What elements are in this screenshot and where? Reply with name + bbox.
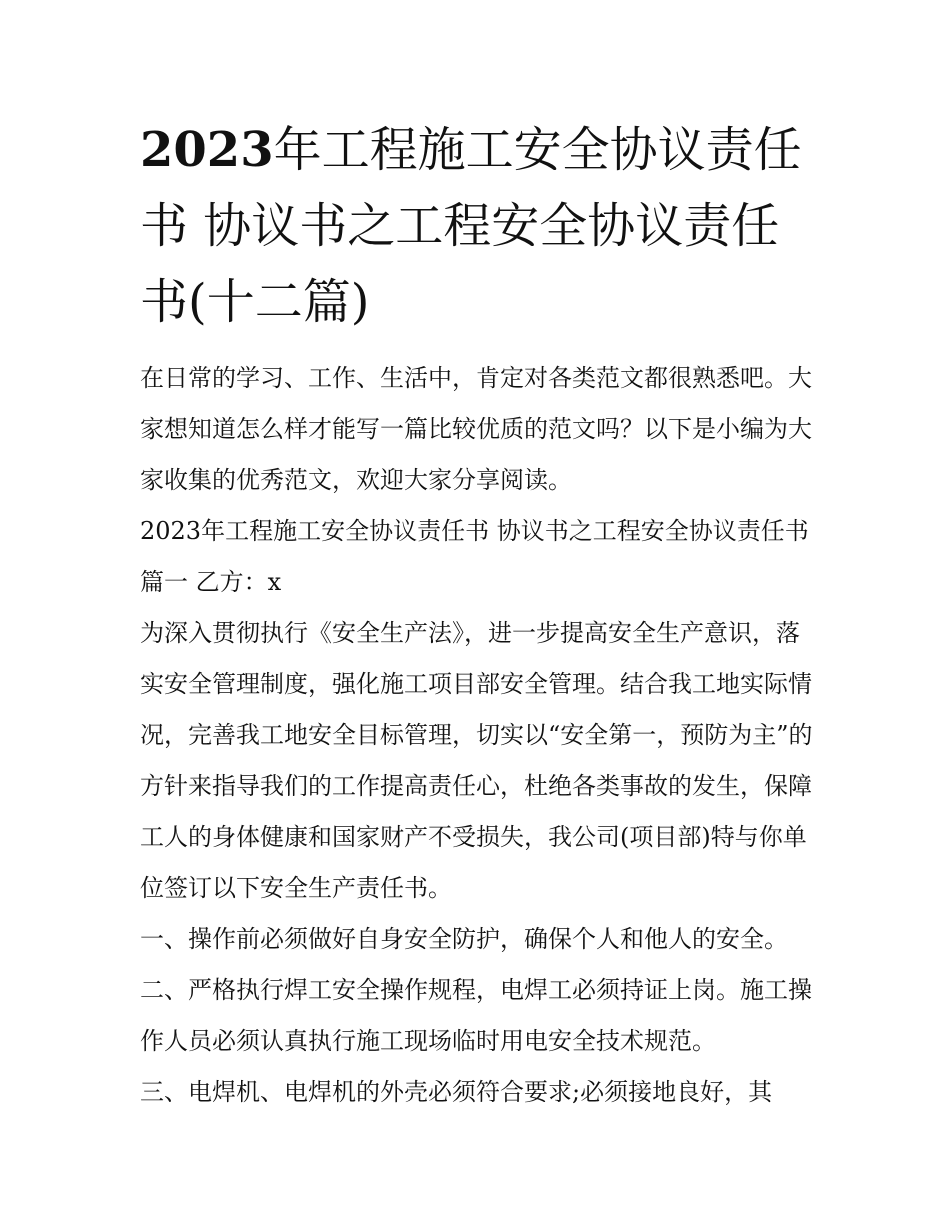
clause-item: 三、电焊机、电焊机的外壳必须符合要求;必须接地良好，其 xyxy=(140,1078,773,1106)
section-heading: 2023年工程施工安全协议责任书 协议书之工程安全协议责任书篇一 乙方：x xyxy=(140,517,809,596)
intro-paragraph: 在日常的学习、工作、生活中，肯定对各类范文都很熟悉吧。大家想知道怎么样才能写一篇比较优质的范文吗？以下是小编为大家收集的优秀范文，欢迎大家分享阅读。 xyxy=(140,364,812,494)
body-paragraph: 为深入贯彻执行《安全生产法》，进一步提高安全生产意识，落实安全管理制度，强化施工项目部安全管理。结合我工地实际情况，完善我工地安全目标管理，切实以“安全第一，预防为主”的方针来指导我们的工作提高责任心，杜绝各类事故的发生，保障工人的身体健康和国家财产不受损失，我公司(项目部)特与你单位签订以下安全生产责任书。 xyxy=(140,619,813,902)
document-body xyxy=(140,353,820,1118)
document-title xyxy=(140,112,820,340)
title-year: 2023 xyxy=(140,122,274,178)
title-text: 年工程施工安全协议责任书 协议书之工程安全协议责任书(十二篇) xyxy=(140,122,802,330)
clause-item: 一、操作前必须做好自身安全防护，确保个人和他人的安全。 xyxy=(140,925,788,953)
clause-item: 二、严格执行焊工安全操作规程，电焊工必须持证上岗。施工操作人员必须认真执行施工现场临时用电安全技术规范。 xyxy=(140,976,812,1055)
